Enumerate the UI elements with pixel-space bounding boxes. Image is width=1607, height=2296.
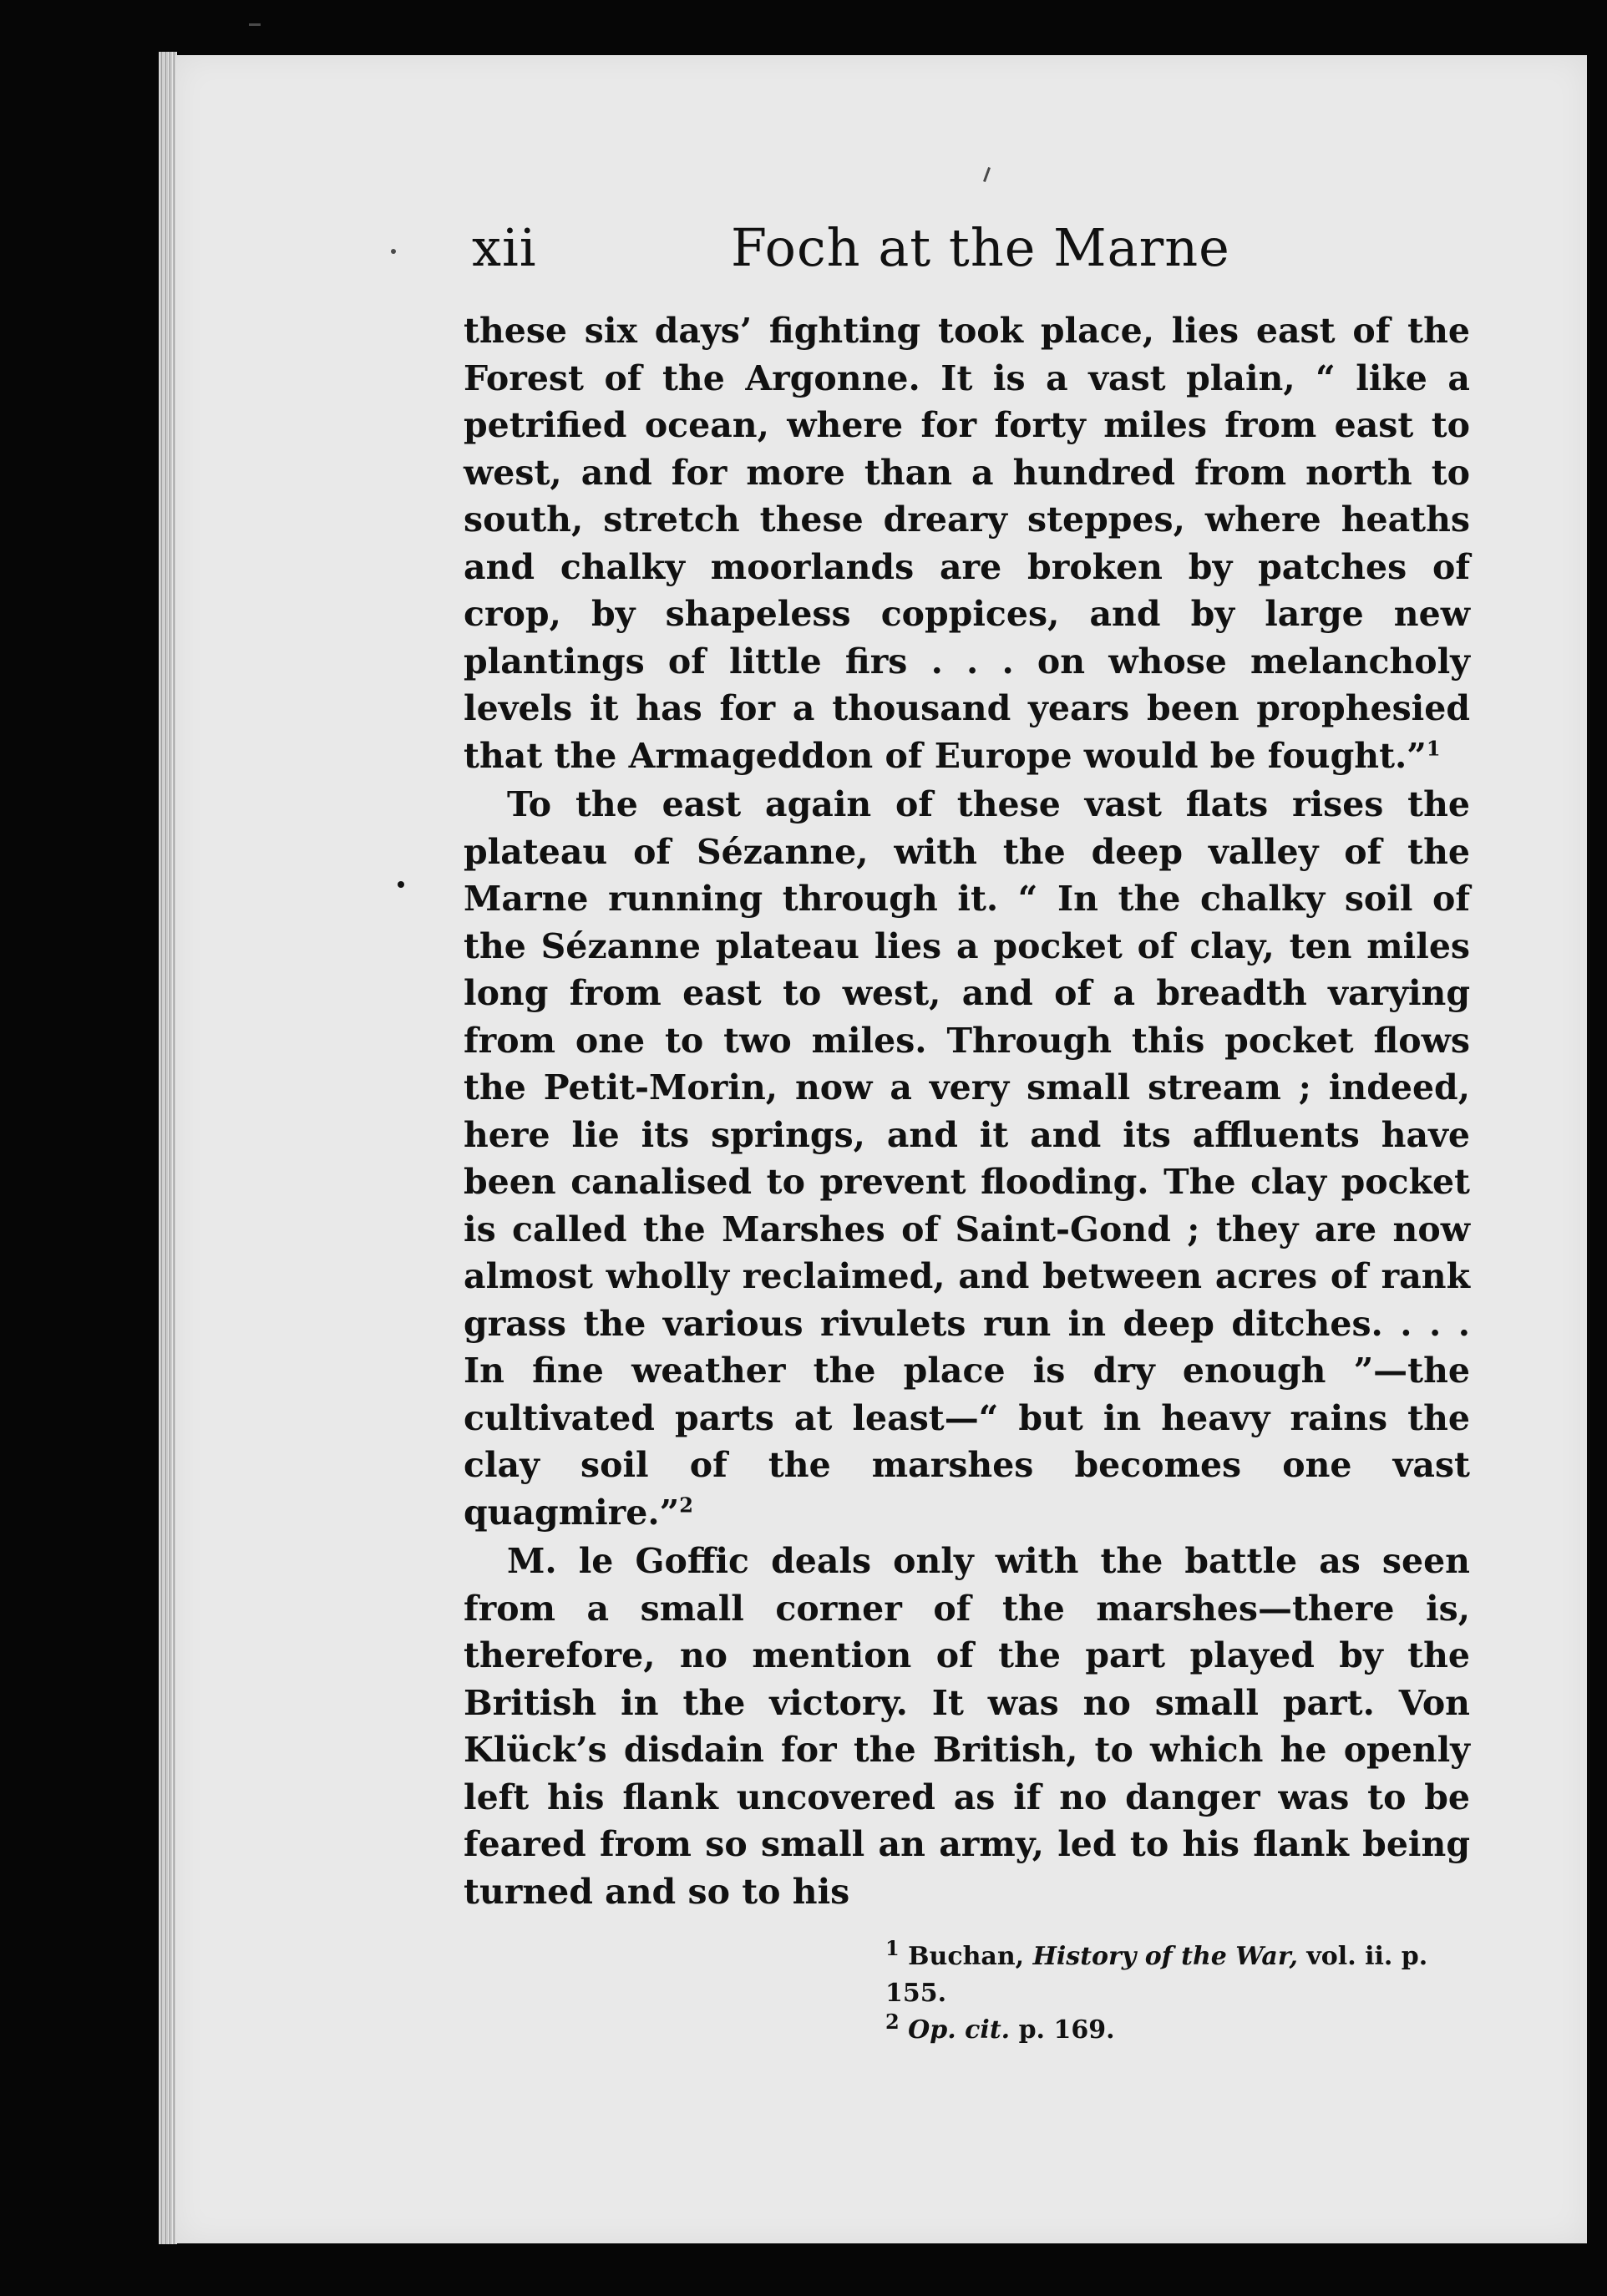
footnote-reference: 2	[679, 1492, 693, 1517]
footnotes	[885, 1936, 1470, 2049]
paragraph	[464, 307, 1470, 779]
page-number: xii	[472, 217, 537, 278]
running-title: Foch at the Marne	[731, 217, 1230, 278]
page-text	[267, 217, 1470, 2049]
footnote	[885, 2012, 1470, 2049]
footnote-location: vol. ii. p. 155.	[885, 1942, 1428, 2008]
running-head	[267, 217, 1470, 284]
body-text	[464, 307, 1470, 1915]
footnote-title: Op. cit.	[908, 2015, 1011, 2045]
footnote	[885, 1936, 1470, 2012]
paragraph	[464, 1538, 1470, 1915]
scan-speck	[249, 23, 261, 26]
paragraph-text: To the east again of these vast flats rises the plateau of Sézanne, with the deep valley of the Marne running through it. “ In the chalky soil of the Sézanne plateau lies a pocket of clay, ten miles long from east to west, and of a breadth varying from one to two miles. Through this pocket flows the Petit-Morin, now a very small stream ; indeed, here lie its springs, and it and its affluents have been canalised to prevent flooding. The clay pocket is called the Marshes of Saint-Gond ; they are now almost wholly reclaimed, and between acres of rank grass the various rivulets run in deep ditches. . . . In fine weather the place is dry enough ”—the cultivated parts at least—“ but in heavy rains the clay soil of the marshes becomes one vast quagmire.”	[464, 784, 1470, 1533]
book-page-edge	[159, 52, 177, 2244]
paragraph	[464, 781, 1470, 1536]
paragraph-text: M. le Goffic deals only with the battle as seen from a small corner of the marshes—there is, therefore, no mention of the part played by the British in the victory. It was no small part. Von Klück’s disdain for the British, to which he openly left his flank uncovered as if no danger was to be feared from so small an army, led to his flank being turned and so to his	[464, 1541, 1470, 1912]
footnote-location: p. 169.	[1018, 2015, 1115, 2045]
paragraph-text: these six days’ fighting took place, lies east of the Forest of the Argonne. It is a vast plain, “ like a petrified ocean, where for forty miles from east to west, and for more than a hundred from north to south, stretch these dreary steppes, where heaths and chalky moorlands are broken by patches of crop, by shapeless coppices, and by large new plantings of little firs . . . on whose melancholy levels it has for a thousand years been prophesied that the Armageddon of Europe would be fought.”	[464, 311, 1470, 776]
footnote-author: Buchan,	[908, 1942, 1025, 1971]
footnote-reference: 1	[1426, 735, 1441, 760]
footnote-mark: 1	[885, 1936, 900, 1960]
footnote-title: History of the War,	[1032, 1942, 1298, 1971]
footnote-mark: 2	[885, 2010, 900, 2034]
